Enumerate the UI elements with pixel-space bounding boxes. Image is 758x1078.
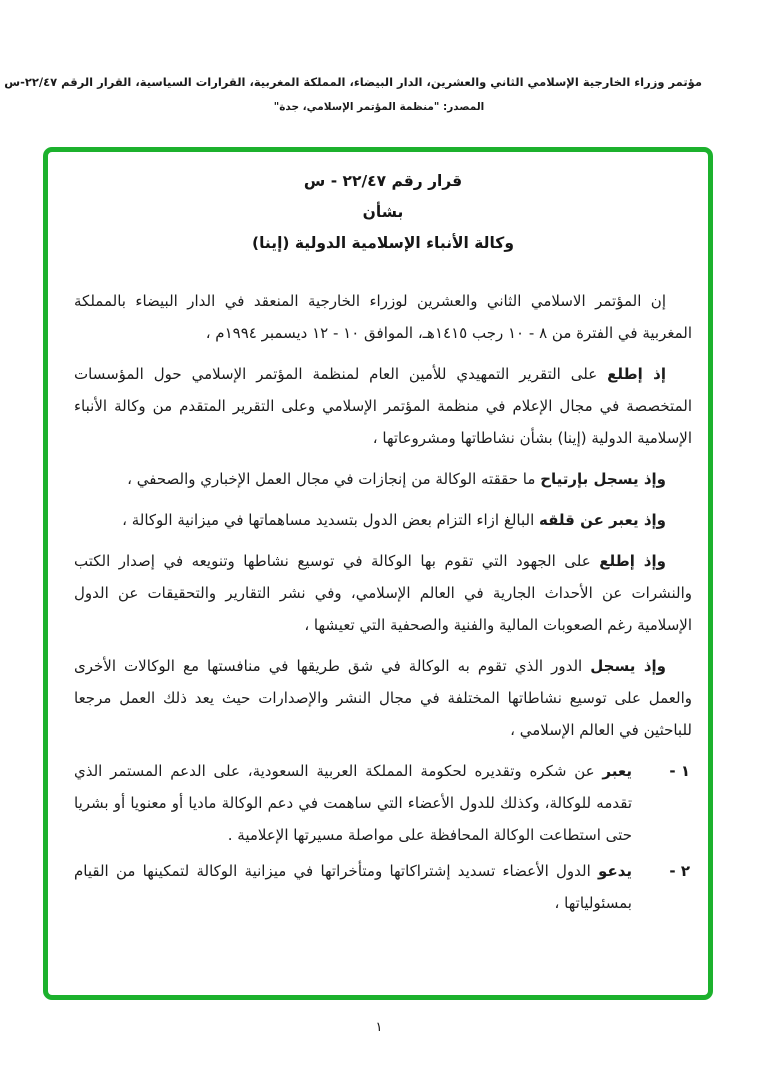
paragraph-text: ما حققته الوكالة من إنجازات في مجال العمل الإخباري والصحفي ،	[127, 470, 536, 488]
paragraph-noting-achievements	[74, 463, 692, 495]
paragraph-lead: وإذ يسجل	[590, 657, 666, 675]
header-citation: مؤتمر وزراء الخارجية الإسلامي الثاني والعشرين، الدار البيضاء، المملكة المغربية، القرارات السياسية، القرار الرقم ٢٢/٤٧-س	[4, 75, 702, 89]
resolution-number-title: قرار رقم ٢٢/٤٧ - س	[303, 172, 463, 190]
paragraph-noting-role	[74, 650, 692, 746]
list-item-text: الدول الأعضاء تسديد إشتراكاتها ومتأخراتها في ميزانية الوكالة لتمكينها من القيام بمسئولياتها ،	[74, 862, 632, 912]
paragraph-lead: وإذ يعبر عن قلقه	[539, 511, 666, 529]
list-item-body	[74, 855, 632, 919]
paragraph-text: إن المؤتمر الاسلامي الثاني والعشرين لوزراء الخارجية المنعقد في الدار البيضاء بالمملكة المغربية في الفترة من ٨ - ١٠ رجب ١٤١٥هـ، الموافق ١٠ - ١٢ ديسمبر ١٩٩٤م ،	[74, 292, 692, 342]
paragraph-preamble	[74, 285, 692, 349]
resolution-subject-title: وكالة الأنباء الإسلامية الدولية (إينا)	[252, 234, 514, 252]
list-item-text: عن شكره وتقديره لحكومة المملكة العربية السعودية، على الدعم المستمر الذي تقدمه للوكالة، وكذلك للدول الأعضاء التي ساهمت في دعم الوكالة ماديا أو معنويا أو بشريا حتى استطاعت الوكالة المحافظة على مواصلة مسيرتها الإعلامية .	[74, 762, 632, 844]
resolution-regarding-label: بشأن	[362, 203, 404, 221]
paragraph-expressing-concern	[74, 504, 692, 536]
paragraph-lead: وإذ يسجل بإرتياح	[540, 470, 666, 488]
list-item-number: ١ -	[669, 762, 690, 780]
list-item	[74, 855, 692, 919]
paragraph-text: الدور الذي تقوم به الوكالة في شق طريقها في منافستها مع الوكالات الأخرى والعمل على توسيع نشاطاتها المختلفة في مجال النشر والإصدارات حيث يعد ذلك العمل مرجعا للباحثين في العالم الإسلامي ،	[74, 657, 692, 739]
paragraph-text: على الجهود التي تقوم بها الوكالة في توسيع نشاطها وتنويعه في إصدار الكتب والنشرات عن الأحداث الجارية في العالم الإسلامي، وفي نشر التقارير والتحقيقات عن الدول الإسلامية رغم الصعوبات المالية والفنية والصحفية التي تعيشها ،	[74, 552, 692, 634]
list-item-lead: يعبر	[602, 762, 632, 780]
list-item-lead: يدعو	[598, 862, 632, 880]
paragraph-lead: إذ إطلع	[607, 365, 666, 383]
paragraph-text: على التقرير التمهيدي للأمين العام لمنظمة المؤتمر الإسلامي حول المؤسسات المتخصصة في مجال الإعلام في منظمة المؤتمر الإسلامي وعلى التقرير المتقدم من وكالة الأنباء الإسلامية الدولية (إينا) بشأن نشاطاتها ومشروعاتها ،	[74, 365, 692, 447]
paragraph-text: البالغ ازاء التزام بعض الدول بتسديد مساهماتها في ميزانية الوكالة ،	[122, 511, 535, 529]
paragraph-having-reviewed-efforts	[74, 545, 692, 641]
header-source: المصدر: "منظمة المؤتمر الإسلامي، جدة"	[273, 101, 485, 113]
page-number: ١	[375, 1020, 383, 1035]
list-item-number: ٢ -	[669, 862, 690, 880]
paragraph-lead: وإذ إطلع	[599, 552, 666, 570]
title-block	[74, 166, 692, 259]
paragraph-having-reviewed-report	[74, 358, 692, 454]
list-item-body	[74, 755, 632, 851]
list-item	[74, 755, 692, 851]
resolution-box	[43, 147, 713, 1000]
